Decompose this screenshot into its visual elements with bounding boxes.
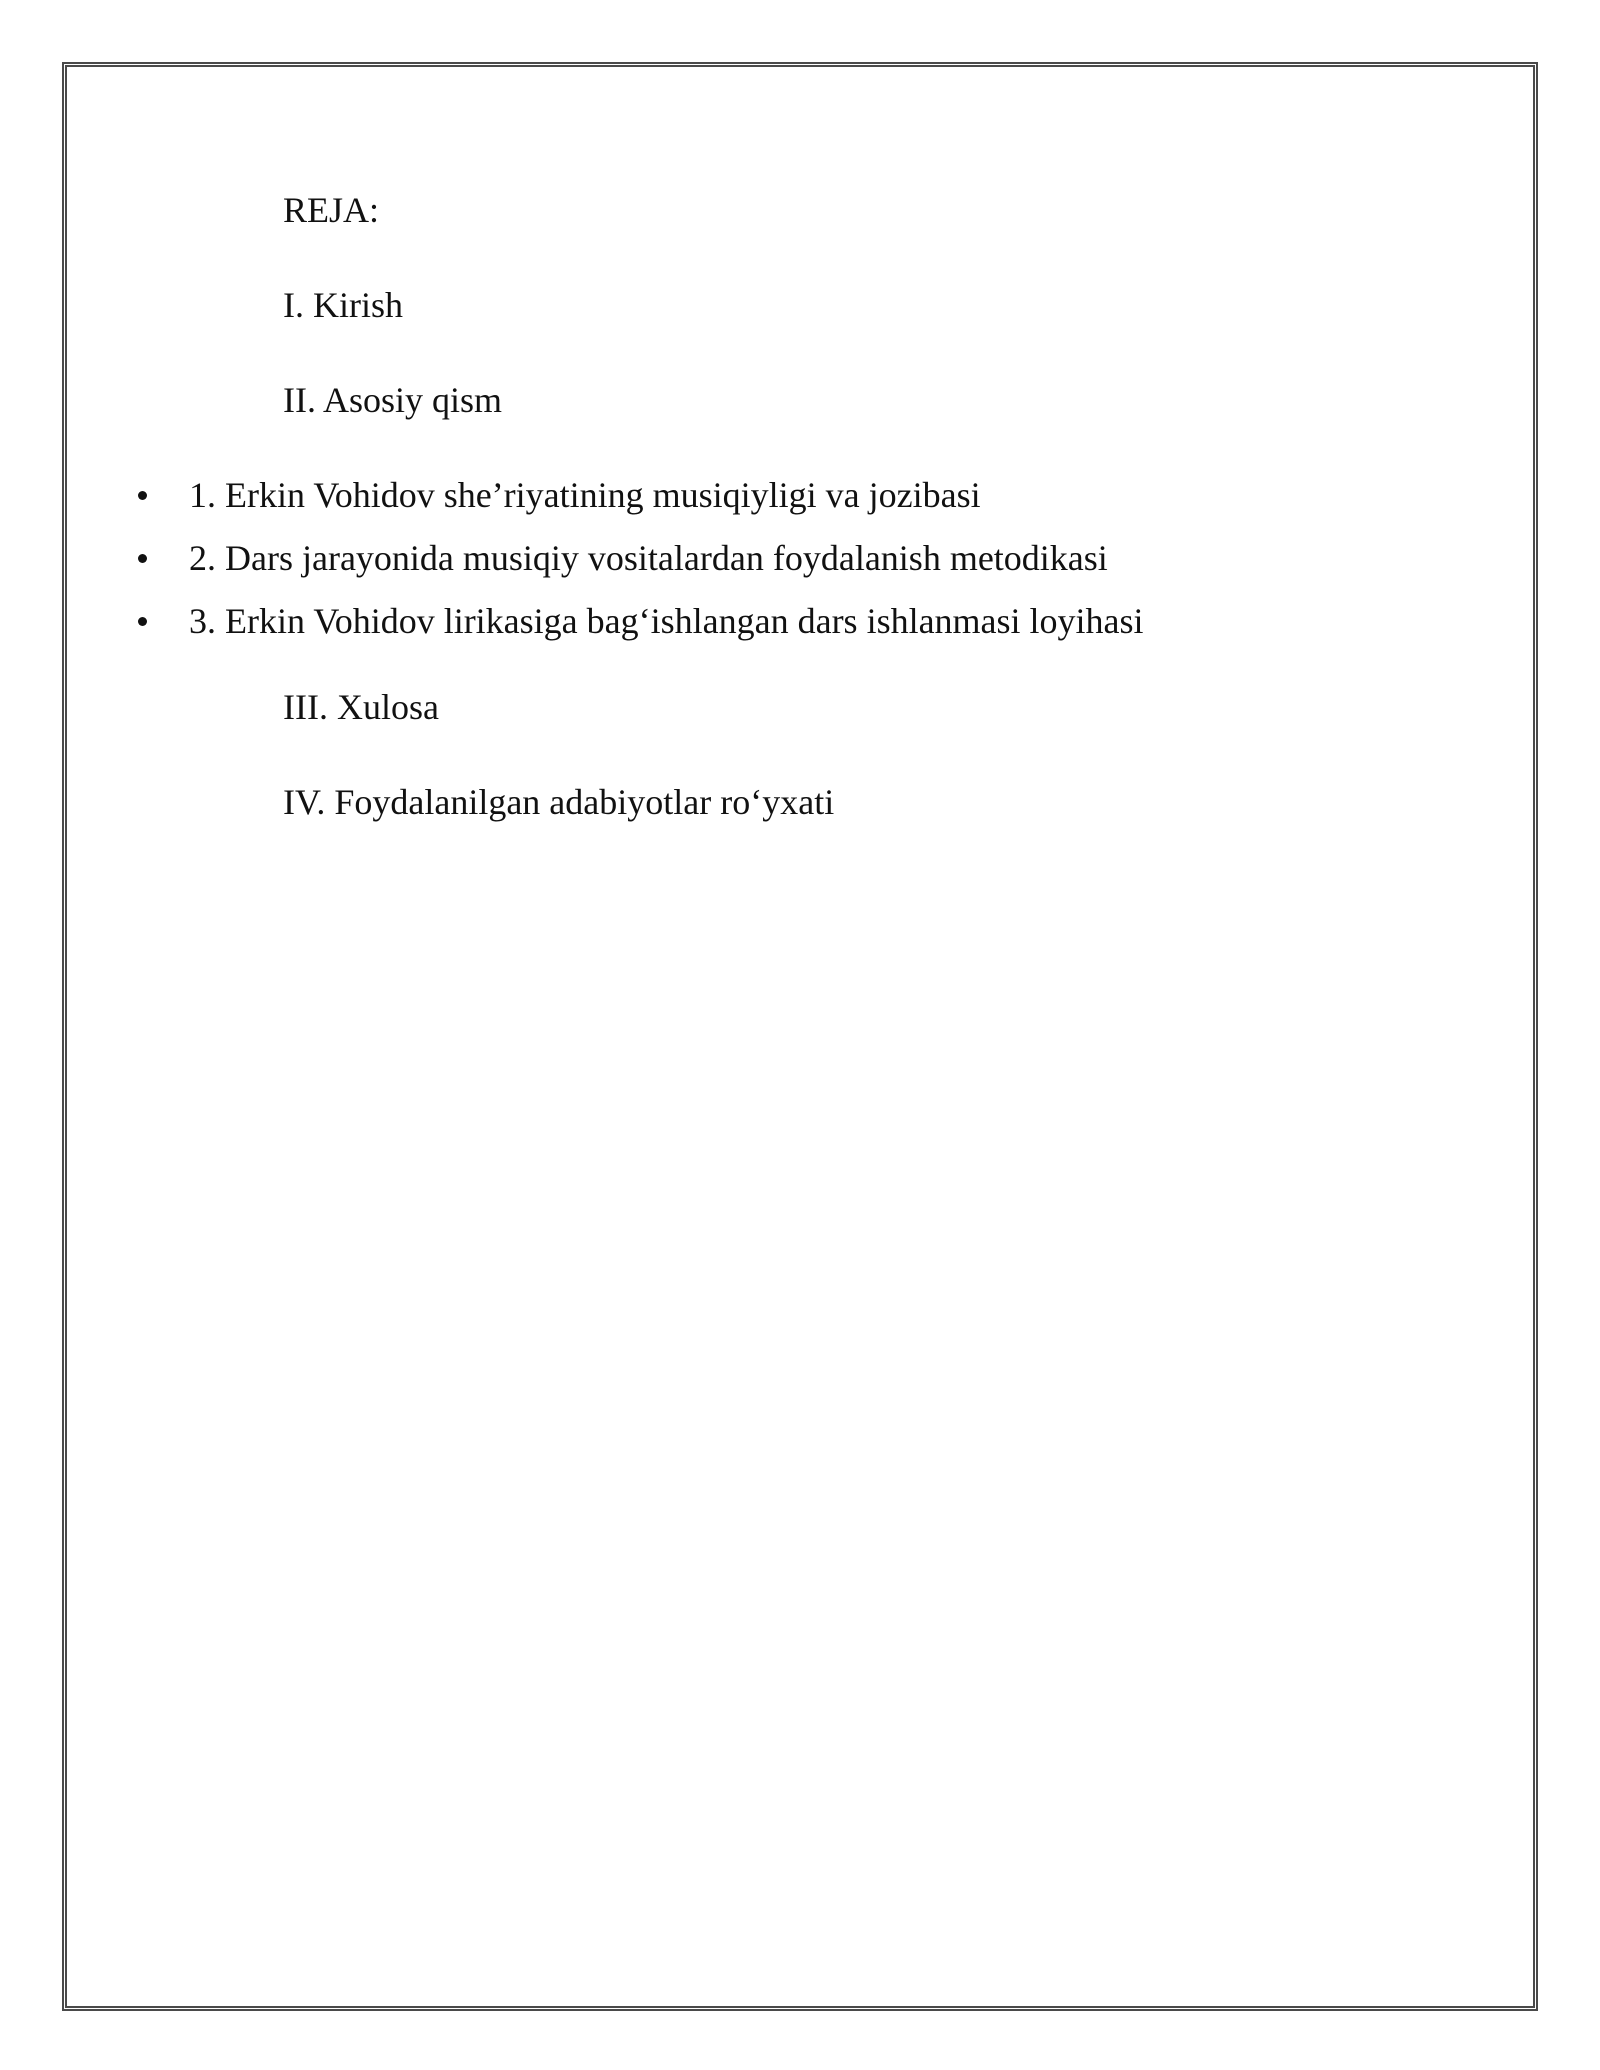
- bullet-icon: [138, 554, 147, 563]
- list-item: [138, 536, 1108, 580]
- plan-heading: REJA:: [283, 190, 380, 230]
- page-border: [62, 62, 1538, 2011]
- list-item: [138, 473, 981, 517]
- list-item-text: 2. Dars jarayonida musiqiy vositalardan foydalanish metodikasi: [189, 538, 1108, 578]
- section-conclusion: III. Xulosa: [283, 687, 439, 727]
- section-references: IV. Foydalanilgan adabiyotlar ro‘yxati: [283, 782, 835, 822]
- bullet-icon: [138, 491, 147, 500]
- list-item-text: 3. Erkin Vohidov lirikasiga bag‘ishlangan dars ishlanmasi loyihasi: [189, 601, 1144, 641]
- bullet-icon: [138, 617, 147, 626]
- section-intro: I. Kirish: [283, 285, 403, 325]
- list-item-text: 1. Erkin Vohidov she’riyatining musiqiyligi va jozibasi: [189, 475, 981, 515]
- list-item: [138, 599, 1144, 643]
- section-main: II. Asosiy qism: [283, 380, 503, 420]
